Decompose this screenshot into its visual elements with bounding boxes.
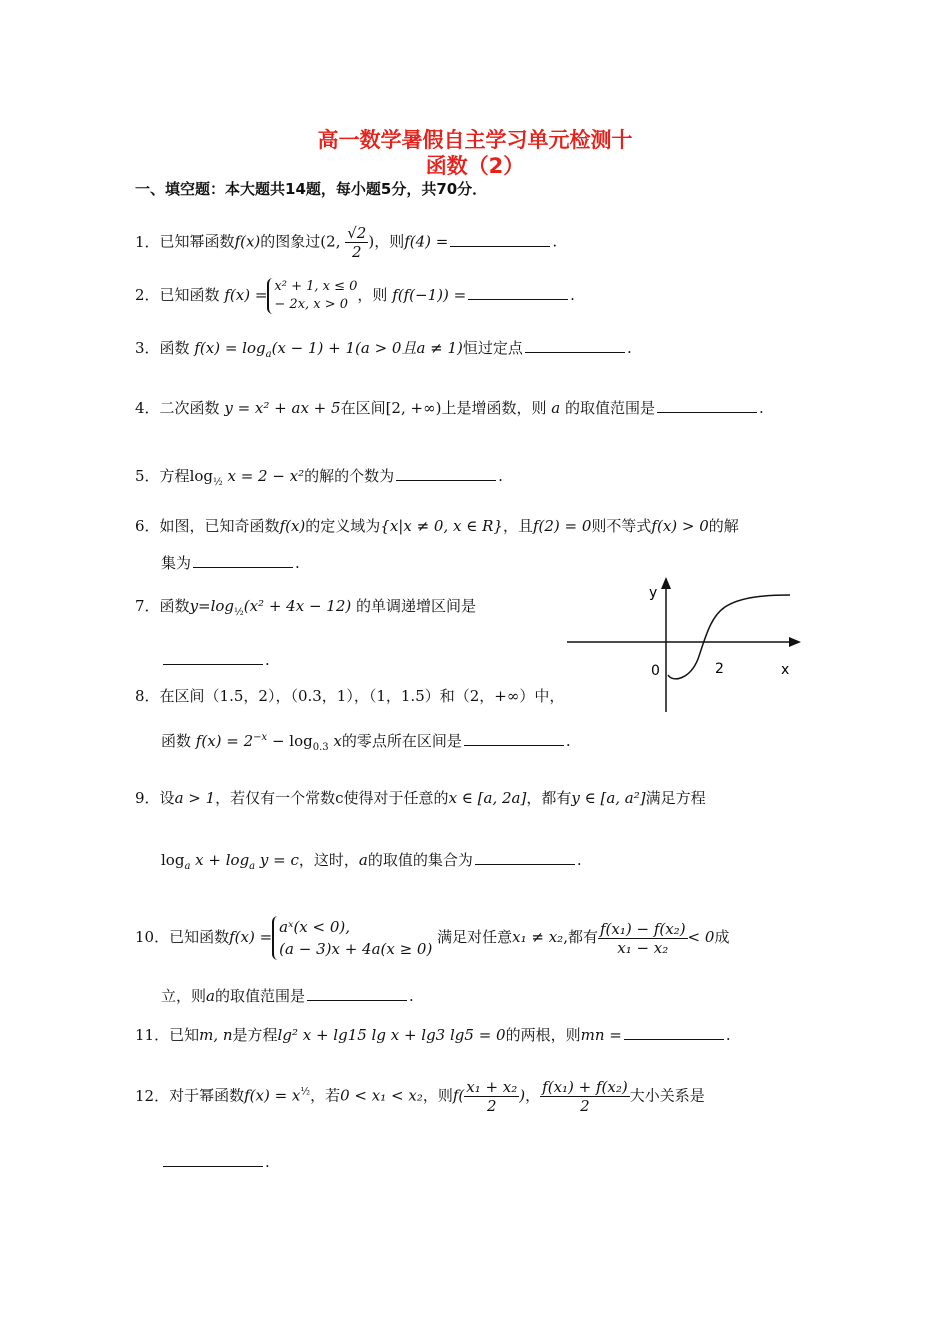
answer-blank[interactable] <box>450 232 550 247</box>
question-3: 3．函数 $f(x) = \log_a(x - 1) + 1(a > 0$且a ≠ 1)恒过定点 . <box>135 339 632 360</box>
question-6: 6．如图，已知奇函数f(x)的定义域为{x|x ≠ 0, x ∈ R}，且f(2) = 0则不等式f(x) > 0的解 <box>135 517 739 535</box>
y-axis-arrow-icon <box>661 577 671 589</box>
answer-blank[interactable] <box>307 986 407 1001</box>
question-7-line2: . <box>161 650 270 670</box>
question-7: 7．函数$y=\log_{\frac{1}{2}}(x^2 + 4x - 12)$ 的单调递增区间是 <box>135 597 477 618</box>
y-axis-label: y <box>649 585 658 601</box>
fraction: $\frac{\text{f(x₁) − f(x₂)}}{\text{x₁ − x₂}}$ <box>599 919 686 957</box>
question-5: 5．方程$\log_{\frac{1}{2}} x = 2 - x^2$的解的个数为 . <box>135 467 503 488</box>
section-header: 一、填空题：本大题共14题，每小题5分，共70分． <box>135 180 488 198</box>
answer-blank[interactable] <box>525 338 625 353</box>
piecewise-brace: aˣ(x < 0), (a − 3)x + 4a(x ≥ 0) <box>272 916 432 960</box>
question-12-line2: . <box>161 1152 270 1172</box>
question-10-line2: 立，则a的取值范围是 . <box>161 987 414 1005</box>
answer-blank[interactable] <box>475 850 575 865</box>
function-graph <box>565 575 805 715</box>
answer-blank[interactable] <box>464 731 564 746</box>
x-axis-arrow-icon <box>789 637 801 647</box>
origin-label: 0 <box>651 663 660 679</box>
x-axis-label: x <box>781 662 790 678</box>
question-8-line2: 函数 $f(x) = 2^{-x} - \log_{0.3} x$的零点所在区间是 . <box>161 732 571 753</box>
fraction: $\frac{\text{x₁ + x₂}}{2}$ <box>466 1078 518 1115</box>
question-1: 1．已知幂函数f(x)的图象过(2, $\frac{√2}{2}$ )，则f(4) = . <box>135 224 558 261</box>
question-12: 12．对于幂函数$f(x) = x^{\frac{1}{2}}$，若0 < x₁ < x₂，则f( $\frac{\text{x₁ + x₂}}{2}$ )， $\frac{\text{f(x₁) + f(x₂)}}{2}$ 大小关系是 <box>135 1078 705 1115</box>
function-curve <box>668 595 790 679</box>
answer-blank[interactable] <box>163 1152 263 1167</box>
answer-blank[interactable] <box>193 553 293 568</box>
answer-blank[interactable] <box>657 398 757 413</box>
answer-blank[interactable] <box>624 1025 724 1040</box>
answer-blank[interactable] <box>396 466 496 481</box>
piecewise-brace: x² + 1, x ≤ 0 − 2x, x > 0 <box>267 278 357 314</box>
answer-blank[interactable] <box>163 650 263 665</box>
question-9: 9．设a > 1，若仅有一个常数c使得对于任意的x ∈ [a, 2a]，都有y ∈ [a, a²]满足方程 <box>135 789 706 807</box>
document-subtitle: 函数（2） <box>425 154 525 178</box>
answer-blank[interactable] <box>468 285 568 300</box>
question-8: 8．在区间（1.5，2），（0.3，1），（1，1.5）和（2，+∞）中， <box>135 687 565 705</box>
document-title: 高一数学暑假自主学习单元检测十 <box>317 128 633 152</box>
question-9-line2: $\log_a x + \log_a y = c$，这时，a的取值的集合为 . <box>161 851 582 872</box>
fraction: $\frac{√2}{2}$ <box>347 224 367 261</box>
question-10: 10．已知函数f(x) = aˣ(x < 0), (a − 3)x + 4a(x ≥ 0) 满足对任意x₁ ≠ x₂,都有 $\frac{\text{f(x₁) − f(x₂)}}{\text{x₁ − x₂}}$ < 0成 <box>135 918 730 958</box>
tick-label: 2 <box>715 661 724 677</box>
fraction: $\frac{\text{f(x₁) + f(x₂)}}{2}$ <box>542 1078 628 1115</box>
question-4: 4．二次函数 y = x² + ax + 5在区间[2, +∞)上是增函数，则 a 的取值范围是 . <box>135 399 764 417</box>
question-6-line2: 集为 . <box>161 554 300 572</box>
question-11: 11．已知m, n是方程lg² x + lg15 lg x + lg3 lg5 = 0的两根，则mn = . <box>135 1026 731 1044</box>
question-2: 2．已知函数 f(x) = x² + 1, x ≤ 0 − 2x, x > 0 ，则 f(f(−1)) = . <box>135 279 575 312</box>
